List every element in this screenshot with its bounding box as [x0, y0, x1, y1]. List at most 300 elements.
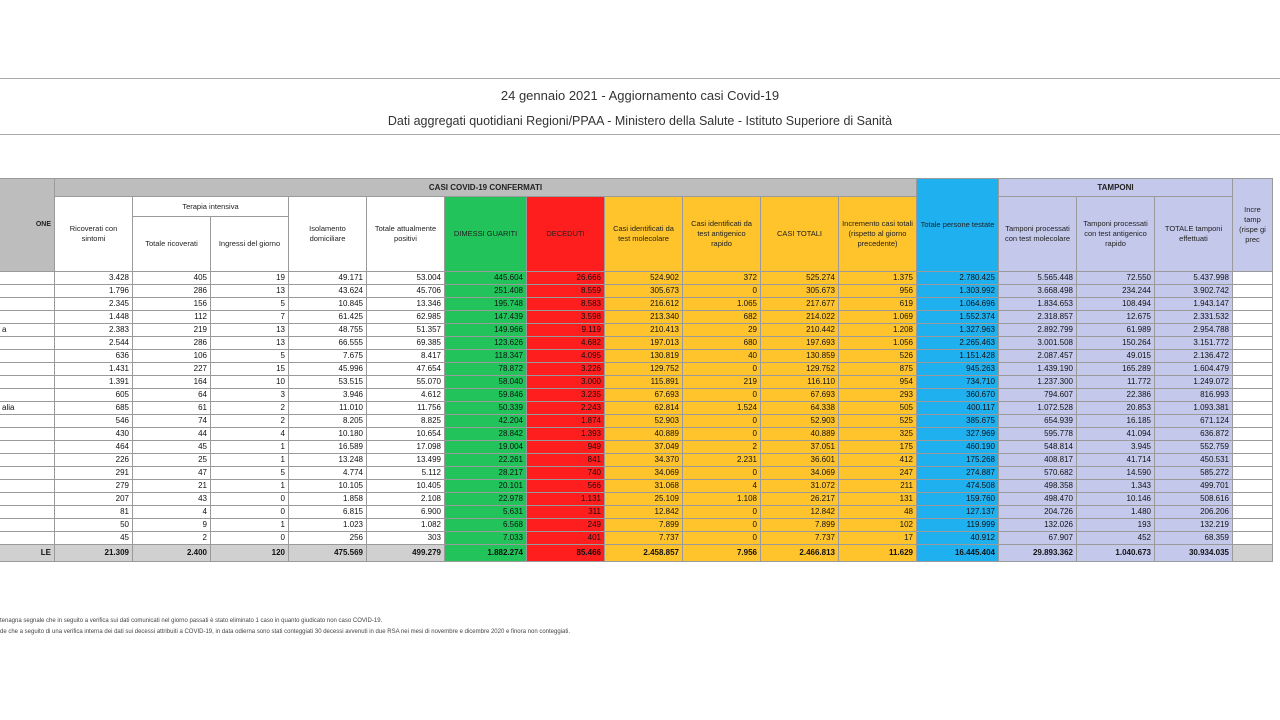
data-cell: 1.208 [839, 324, 917, 337]
col-header-totale-tamponi: TOTALE tamponi effettuati [1155, 197, 1233, 272]
region-cell [0, 532, 55, 545]
data-cell: 794.607 [999, 389, 1077, 402]
data-cell: 2.383 [55, 324, 133, 337]
data-cell: 47 [133, 467, 211, 480]
data-cell: 197.693 [761, 337, 839, 350]
data-cell: 118.347 [445, 350, 527, 363]
data-cell: 45.996 [289, 363, 367, 376]
data-cell: 4 [683, 480, 761, 493]
data-cell: 214.022 [761, 311, 839, 324]
data-cell: 49.015 [1077, 350, 1155, 363]
data-cell: 3.001.508 [999, 337, 1077, 350]
data-cell: 875 [839, 363, 917, 376]
data-cell: 400.117 [917, 402, 999, 415]
data-cell: 0 [211, 532, 289, 545]
data-cell: 671.124 [1155, 415, 1233, 428]
data-cell: 147.439 [445, 311, 527, 324]
data-cell: 50 [55, 519, 133, 532]
data-cell: 12.675 [1077, 311, 1155, 324]
data-cell: 7.675 [289, 350, 367, 363]
data-cell: 4 [211, 428, 289, 441]
total-cell: 475.569 [289, 545, 367, 562]
data-cell: 123.626 [445, 337, 527, 350]
data-cell: 55.070 [367, 376, 445, 389]
data-cell: 619 [839, 298, 917, 311]
data-cell: 430 [55, 428, 133, 441]
region-cell [0, 506, 55, 519]
data-cell: 1.943.147 [1155, 298, 1233, 311]
data-cell: 43.624 [289, 285, 367, 298]
data-cell: 249 [527, 519, 605, 532]
data-cell: 28.842 [445, 428, 527, 441]
data-cell: 116.110 [761, 376, 839, 389]
data-cell: 10.180 [289, 428, 367, 441]
data-cell-cut [1233, 428, 1273, 441]
data-cell-cut [1233, 467, 1273, 480]
data-cell: 570.682 [999, 467, 1077, 480]
table-row [0, 285, 1273, 298]
data-cell: 505 [839, 402, 917, 415]
data-cell: 42.204 [445, 415, 527, 428]
data-cell: 43 [133, 493, 211, 506]
data-cell: 4.774 [289, 467, 367, 480]
data-cell: 1.448 [55, 311, 133, 324]
region-cell [0, 480, 55, 493]
data-cell: 31.072 [761, 480, 839, 493]
data-cell: 0 [683, 285, 761, 298]
data-cell: 1.023 [289, 519, 367, 532]
data-cell: 102 [839, 519, 917, 532]
table-row [0, 493, 1273, 506]
data-cell: 8.559 [527, 285, 605, 298]
data-cell: 10.405 [367, 480, 445, 493]
data-cell: 11.772 [1077, 376, 1155, 389]
col-header-incremento-tamponi: Incre tamp (rispe gi prec [1233, 179, 1273, 272]
data-cell-cut [1233, 298, 1273, 311]
data-cell: 405 [133, 272, 211, 285]
data-cell: 3.598 [527, 311, 605, 324]
data-cell: 1.391 [55, 376, 133, 389]
total-cell: 21.309 [55, 545, 133, 562]
data-cell: 286 [133, 285, 211, 298]
data-cell: 45 [55, 532, 133, 545]
data-cell: 207 [55, 493, 133, 506]
data-cell: 685 [55, 402, 133, 415]
data-cell: 52.903 [761, 415, 839, 428]
data-cell: 2.954.788 [1155, 324, 1233, 337]
data-cell: 1.303.992 [917, 285, 999, 298]
data-cell: 7 [211, 311, 289, 324]
data-cell: 40.889 [761, 428, 839, 441]
region-header: ONE [0, 179, 55, 272]
data-cell: 10 [211, 376, 289, 389]
data-cell: 26.217 [761, 493, 839, 506]
data-cell: 115.891 [605, 376, 683, 389]
data-cell: 1.249.072 [1155, 376, 1233, 389]
data-cell: 219 [683, 376, 761, 389]
data-cell: 740 [527, 467, 605, 480]
total-cell: 1.882.274 [445, 545, 527, 562]
data-cell: 1.480 [1077, 506, 1155, 519]
data-cell: 3.235 [527, 389, 605, 402]
region-cell [0, 493, 55, 506]
data-cell: 127.137 [917, 506, 999, 519]
data-cell: 1.604.479 [1155, 363, 1233, 376]
data-cell: 1.431 [55, 363, 133, 376]
data-cell-cut [1233, 532, 1273, 545]
data-cell: 412 [839, 454, 917, 467]
data-cell: 452 [1077, 532, 1155, 545]
table-row [0, 376, 1273, 389]
data-cell: 62.985 [367, 311, 445, 324]
data-cell: 286 [133, 337, 211, 350]
table-row [0, 350, 1273, 363]
data-cell: 0 [683, 506, 761, 519]
data-cell: 227 [133, 363, 211, 376]
data-cell: 16.185 [1077, 415, 1155, 428]
data-cell: 0 [683, 519, 761, 532]
total-cell: 2.458.857 [605, 545, 683, 562]
data-cell-cut [1233, 285, 1273, 298]
region-cell [0, 519, 55, 532]
table-row [0, 467, 1273, 480]
data-cell: 48 [839, 506, 917, 519]
header-bottom-rule [0, 134, 1280, 135]
data-cell: 106 [133, 350, 211, 363]
data-cell: 474.508 [917, 480, 999, 493]
total-cell: 30.934.035 [1155, 545, 1233, 562]
data-cell: 4.095 [527, 350, 605, 363]
data-cell: 4 [133, 506, 211, 519]
table-row [0, 519, 1273, 532]
region-cell [0, 441, 55, 454]
table-row [0, 272, 1273, 285]
region-cell [0, 285, 55, 298]
page-title: 24 gennaio 2021 - Aggiornamento casi Covid-19 [500, 88, 780, 103]
data-cell: 1 [211, 519, 289, 532]
data-cell: 305.673 [761, 285, 839, 298]
data-cell: 26.666 [527, 272, 605, 285]
data-cell-cut [1233, 324, 1273, 337]
data-cell: 129.752 [761, 363, 839, 376]
region-cell [0, 454, 55, 467]
data-cell: 17.098 [367, 441, 445, 454]
data-cell: 2.331.532 [1155, 311, 1233, 324]
data-cell: 552.759 [1155, 441, 1233, 454]
data-cell: 1.439.190 [999, 363, 1077, 376]
data-cell: 682 [683, 311, 761, 324]
data-cell: 1.393 [527, 428, 605, 441]
table-row [0, 454, 1273, 467]
data-cell: 3 [211, 389, 289, 402]
data-cell: 311 [527, 506, 605, 519]
data-cell: 195.748 [445, 298, 527, 311]
data-cell: 5 [211, 467, 289, 480]
data-cell: 2.108 [367, 493, 445, 506]
table-row [0, 311, 1273, 324]
region-cell [0, 272, 55, 285]
data-cell: 2.136.472 [1155, 350, 1233, 363]
data-cell: 949 [527, 441, 605, 454]
data-cell: 291 [55, 467, 133, 480]
data-cell: 2.544 [55, 337, 133, 350]
data-cell: 9 [133, 519, 211, 532]
data-cell: 7.033 [445, 532, 527, 545]
data-cell-cut [1233, 350, 1273, 363]
data-cell: 1.874 [527, 415, 605, 428]
data-cell: 4.612 [367, 389, 445, 402]
data-cell: 129.752 [605, 363, 683, 376]
data-cell: 3.151.772 [1155, 337, 1233, 350]
data-cell: 14.590 [1077, 467, 1155, 480]
data-cell: 8.825 [367, 415, 445, 428]
region-cell [0, 389, 55, 402]
data-cell: 10.845 [289, 298, 367, 311]
data-cell: 293 [839, 389, 917, 402]
data-cell: 53.004 [367, 272, 445, 285]
data-cell: 450.531 [1155, 454, 1233, 467]
data-cell: 19 [211, 272, 289, 285]
data-cell: 445.604 [445, 272, 527, 285]
footnote-2: de che a seguito di una verifica interna dei dati sui decessi attribuiti a COVID-19, in data odierna sono stati conteggiati 30 decessi avvenuti in due RSA nei mesi di novembre e dicembre 2020 e finora non conteggiati. [0, 629, 571, 635]
data-cell: 13.346 [367, 298, 445, 311]
data-cell: 217.677 [761, 298, 839, 311]
data-cell: 7.899 [761, 519, 839, 532]
region-cell [0, 363, 55, 376]
data-cell: 3.668.498 [999, 285, 1077, 298]
data-cell: 303 [367, 532, 445, 545]
data-cell: 69.385 [367, 337, 445, 350]
data-cell: 3.946 [289, 389, 367, 402]
data-cell: 954 [839, 376, 917, 389]
data-cell: 4.682 [527, 337, 605, 350]
table-row [0, 389, 1273, 402]
total-cell: 1.040.673 [1077, 545, 1155, 562]
data-cell: 1.375 [839, 272, 917, 285]
data-cell: 2 [211, 402, 289, 415]
data-cell: 67.693 [761, 389, 839, 402]
data-cell: 0 [683, 415, 761, 428]
data-cell: 325 [839, 428, 917, 441]
data-cell: 10.146 [1077, 493, 1155, 506]
data-cell: 525 [839, 415, 917, 428]
col-header-persone-testate: Totale persone testate [917, 179, 999, 272]
data-cell: 34.370 [605, 454, 683, 467]
data-cell: 7.899 [605, 519, 683, 532]
data-cell: 10.105 [289, 480, 367, 493]
data-cell: 1.858 [289, 493, 367, 506]
total-cell-cut [1233, 545, 1273, 562]
data-cell: 44 [133, 428, 211, 441]
data-cell: 10.654 [367, 428, 445, 441]
region-cell [0, 415, 55, 428]
data-cell: 47.654 [367, 363, 445, 376]
data-cell: 2.265.463 [917, 337, 999, 350]
data-cell: 22.978 [445, 493, 527, 506]
data-cell: 68.359 [1155, 532, 1233, 545]
data-cell: 25.109 [605, 493, 683, 506]
data-cell: 49.171 [289, 272, 367, 285]
col-header-guariti: DIMESSI GUARITI [445, 197, 527, 272]
data-cell: 1.343 [1077, 480, 1155, 493]
total-cell: 7.956 [683, 545, 761, 562]
group-header-terapia: Terapia intensiva [133, 197, 289, 217]
data-cell: 734.710 [917, 376, 999, 389]
data-cell: 546 [55, 415, 133, 428]
page-subtitle: Dati aggregati quotidiani Regioni/PPAA - Ministero della Salute - Istituto Superiore di Sanità [387, 114, 893, 128]
data-cell: 36.601 [761, 454, 839, 467]
data-cell: 816.993 [1155, 389, 1233, 402]
table-row [0, 506, 1273, 519]
data-cell: 119.999 [917, 519, 999, 532]
data-cell: 149.966 [445, 324, 527, 337]
data-cell: 61.989 [1077, 324, 1155, 337]
data-cell: 1.151.428 [917, 350, 999, 363]
data-cell: 216.612 [605, 298, 683, 311]
data-cell: 372 [683, 272, 761, 285]
data-cell: 841 [527, 454, 605, 467]
data-cell: 6.900 [367, 506, 445, 519]
region-cell [0, 311, 55, 324]
data-cell: 5.437.998 [1155, 272, 1233, 285]
data-cell: 9.119 [527, 324, 605, 337]
data-cell: 78.872 [445, 363, 527, 376]
data-cell-cut [1233, 519, 1273, 532]
data-cell: 150.264 [1077, 337, 1155, 350]
total-cell: 2.400 [133, 545, 211, 562]
data-cell: 0 [683, 389, 761, 402]
table-row [0, 415, 1273, 428]
data-cell: 1 [211, 454, 289, 467]
data-cell: 499.701 [1155, 480, 1233, 493]
data-cell: 2.318.857 [999, 311, 1077, 324]
data-cell: 22.261 [445, 454, 527, 467]
data-cell: 464 [55, 441, 133, 454]
data-cell: 17 [839, 532, 917, 545]
data-cell: 61.425 [289, 311, 367, 324]
data-cell: 132.219 [1155, 519, 1233, 532]
data-cell: 1.082 [367, 519, 445, 532]
data-cell: 5.112 [367, 467, 445, 480]
data-cell: 28.217 [445, 467, 527, 480]
covid-data-table [0, 178, 1273, 562]
region-cell [0, 467, 55, 480]
data-cell: 2.087.457 [999, 350, 1077, 363]
col-header-deceduti: DECEDUTI [527, 197, 605, 272]
data-cell: 2.892.799 [999, 324, 1077, 337]
data-cell: 8.583 [527, 298, 605, 311]
data-cell-cut [1233, 480, 1273, 493]
data-cell: 7.737 [761, 532, 839, 545]
data-cell: 41.714 [1077, 454, 1155, 467]
data-cell: 34.069 [605, 467, 683, 480]
data-cell: 50.339 [445, 402, 527, 415]
footnote-1: tenagna segnale che in seguito a verifica sui dati comunicati nel giorno passati è stato eliminato 1 caso in quanto giudicato non caso COVID-19. [0, 618, 383, 624]
data-cell: 7.737 [605, 532, 683, 545]
data-cell: 2.345 [55, 298, 133, 311]
data-cell: 81 [55, 506, 133, 519]
data-cell: 40.912 [917, 532, 999, 545]
data-cell: 74 [133, 415, 211, 428]
col-header-incremento-casi: Incremento casi totali (rispetto al giorno precedente) [839, 197, 917, 272]
data-cell: 13 [211, 324, 289, 337]
data-cell: 498.358 [999, 480, 1077, 493]
data-cell: 40.889 [605, 428, 683, 441]
table-row [0, 363, 1273, 376]
data-cell: 1.552.374 [917, 311, 999, 324]
data-cell: 58.040 [445, 376, 527, 389]
data-cell: 408.817 [999, 454, 1077, 467]
data-cell: 159.760 [917, 493, 999, 506]
data-cell: 636 [55, 350, 133, 363]
col-header-ricoverati: Ricoverati con sintomi [55, 197, 133, 272]
data-cell: 48.755 [289, 324, 367, 337]
data-cell: 0 [211, 493, 289, 506]
table-row [0, 337, 1273, 350]
group-header-tamponi: TAMPONI [999, 179, 1233, 197]
col-header-test-antigenico: Casi identificati da test antigenico rapido [683, 197, 761, 272]
data-cell-cut [1233, 493, 1273, 506]
data-cell: 2.243 [527, 402, 605, 415]
data-cell: 1.072.528 [999, 402, 1077, 415]
data-cell: 15 [211, 363, 289, 376]
data-cell: 3.226 [527, 363, 605, 376]
data-cell: 508.616 [1155, 493, 1233, 506]
data-cell: 34.069 [761, 467, 839, 480]
data-cell: 19.004 [445, 441, 527, 454]
data-cell: 0 [211, 506, 289, 519]
data-cell: 385.675 [917, 415, 999, 428]
data-cell: 29 [683, 324, 761, 337]
data-cell: 12.842 [605, 506, 683, 519]
table-row [0, 402, 1273, 415]
data-cell: 0 [683, 363, 761, 376]
data-cell: 3.902.742 [1155, 285, 1233, 298]
data-cell: 247 [839, 467, 917, 480]
data-cell: 197.013 [605, 337, 683, 350]
data-cell: 25 [133, 454, 211, 467]
data-cell-cut [1233, 389, 1273, 402]
table-row [0, 480, 1273, 493]
total-cell: 2.466.813 [761, 545, 839, 562]
total-cell: 499.279 [367, 545, 445, 562]
data-cell: 164 [133, 376, 211, 389]
data-cell: 62.814 [605, 402, 683, 415]
data-cell: 13 [211, 285, 289, 298]
data-cell: 279 [55, 480, 133, 493]
data-cell: 460.190 [917, 441, 999, 454]
data-cell: 327.969 [917, 428, 999, 441]
data-cell: 3.000 [527, 376, 605, 389]
data-cell: 210.442 [761, 324, 839, 337]
data-cell: 219 [133, 324, 211, 337]
data-cell: 108.494 [1077, 298, 1155, 311]
region-cell [0, 298, 55, 311]
data-cell: 654.939 [999, 415, 1077, 428]
data-cell: 5 [211, 298, 289, 311]
data-cell-cut [1233, 337, 1273, 350]
data-cell: 585.272 [1155, 467, 1233, 480]
col-header-casi-totali: CASI TOTALI [761, 197, 839, 272]
total-cell: 120 [211, 545, 289, 562]
data-cell: 37.051 [761, 441, 839, 454]
data-cell-cut [1233, 376, 1273, 389]
data-cell: 156 [133, 298, 211, 311]
col-header-isolamento: Isolamento domiciliare [289, 197, 367, 272]
data-cell: 130.819 [605, 350, 683, 363]
data-cell: 1.327.963 [917, 324, 999, 337]
data-cell: 498.470 [999, 493, 1077, 506]
